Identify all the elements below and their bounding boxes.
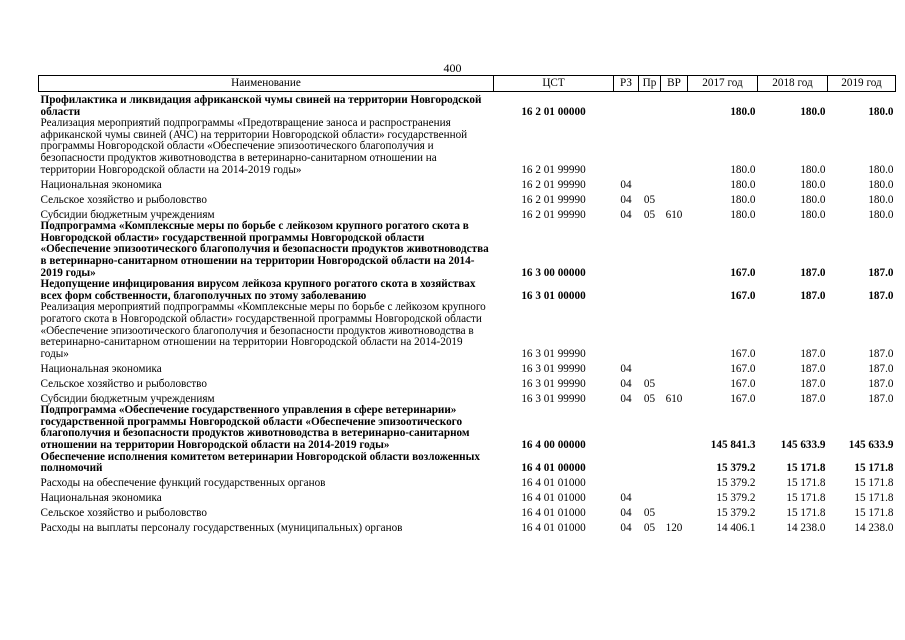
cell-rz bbox=[614, 475, 639, 490]
cell-2018: 187.0 bbox=[800, 347, 826, 360]
cell-cst: 16 2 01 00000 bbox=[521, 105, 586, 118]
cell-name: Подпрограмма «Комплексные меры по борьбе с лейкозом крупного рогатого скота в Новгородской области» государственной программы Новгородской области «Обеспечение эпизоотического благополучия и безопасности продуктов животноводства в ветеринарно-санитарном отношении на территории Новгородской области на 2014-2019 годы» bbox=[40, 220, 489, 279]
header-cst: ЦСТ bbox=[494, 76, 614, 92]
cell-rz: 04 bbox=[620, 193, 632, 206]
cell-name: Субсидии бюджетным учреждениям bbox=[40, 392, 215, 405]
cell-vr bbox=[661, 490, 688, 505]
cell-pr: 05 bbox=[643, 522, 656, 535]
table-row bbox=[39, 490, 896, 505]
cell-vr: 610 bbox=[665, 392, 683, 405]
header-pr: Пр bbox=[639, 76, 661, 92]
cell-2019: 15 171.8 bbox=[854, 462, 894, 475]
cell-pr bbox=[639, 279, 661, 302]
cell-rz: 04 bbox=[620, 492, 632, 505]
cell-name: Национальная экономика bbox=[40, 492, 162, 505]
cell-2019: 187.0 bbox=[868, 377, 894, 390]
cell-2019: 180.0 bbox=[868, 105, 894, 118]
cell-2017: 145 841.3 bbox=[710, 439, 756, 452]
cell-name: Подпрограмма «Обеспечение государственного управления в сфере ветеринарии» государственной программы Новгородской области «Обеспечение эпизоотического благополучия и безопасности продуктов животноводства в ветеринарно-санитарном отношении на территории Новгородской области на 2014-2019 годы» bbox=[40, 404, 470, 452]
cell-rz bbox=[614, 302, 639, 360]
cell-rz: 04 bbox=[620, 362, 632, 375]
cell-pr: 05 bbox=[643, 377, 656, 390]
cell-2018: 187.0 bbox=[800, 266, 826, 279]
cell-cst: 16 3 01 99990 bbox=[521, 347, 586, 360]
cell-cst: 16 2 01 99990 bbox=[521, 178, 586, 191]
cell-vr: 610 bbox=[665, 208, 683, 221]
cell-name: Расходы на выплаты персоналу государственных (муниципальных) органов bbox=[40, 522, 403, 535]
cell-rz bbox=[614, 405, 639, 451]
header-vr: ВР bbox=[661, 76, 688, 92]
cell-2017: 15 379.2 bbox=[716, 477, 756, 490]
header-2019: 2019 год bbox=[828, 76, 896, 92]
cell-2017: 167.0 bbox=[730, 392, 756, 405]
cell-vr bbox=[661, 302, 688, 360]
cell-2018: 14 238.0 bbox=[786, 522, 826, 535]
cell-name: Сельское хозяйство и рыболовство bbox=[40, 377, 207, 390]
cell-2018: 15 171.8 bbox=[786, 477, 826, 490]
cell-rz bbox=[614, 279, 639, 302]
cell-2018: 187.0 bbox=[800, 362, 826, 375]
cell-2017: 15 379.2 bbox=[716, 507, 756, 520]
cell-2018: 187.0 bbox=[800, 392, 826, 405]
table-row bbox=[39, 176, 896, 191]
page-number: 400 bbox=[443, 61, 462, 75]
cell-cst: 16 2 01 99990 bbox=[521, 163, 586, 176]
table-row bbox=[39, 118, 896, 176]
table-row bbox=[39, 405, 896, 451]
cell-vr bbox=[661, 375, 688, 390]
cell-vr bbox=[661, 452, 688, 475]
cell-cst: 16 4 01 00000 bbox=[521, 462, 586, 475]
cell-2017: 167.0 bbox=[730, 362, 756, 375]
cell-cst: 16 4 01 01000 bbox=[521, 507, 586, 520]
cell-2019: 180.0 bbox=[868, 208, 894, 221]
cell-2018: 180.0 bbox=[800, 163, 826, 176]
cell-vr bbox=[661, 118, 688, 176]
cell-2018: 180.0 bbox=[800, 193, 826, 206]
cell-rz bbox=[614, 118, 639, 176]
cell-name: Недопущение инфицирования вирусом лейкоза крупного рогатого скота в хозяйствах всех форм собственности, благополучных по этому заболеванию bbox=[40, 278, 476, 302]
cell-2017: 167.0 bbox=[730, 289, 756, 302]
cell-rz: 04 bbox=[620, 507, 632, 520]
cell-vr bbox=[661, 221, 688, 279]
cell-rz: 04 bbox=[620, 522, 632, 535]
table-header-row bbox=[39, 76, 896, 92]
cell-name: Субсидии бюджетным учреждениям bbox=[40, 208, 215, 221]
cell-rz: 04 bbox=[620, 178, 632, 191]
cell-name: Сельское хозяйство и рыболовство bbox=[40, 193, 207, 206]
cell-2019: 145 633.9 bbox=[848, 439, 894, 452]
cell-2018: 180.0 bbox=[800, 208, 826, 221]
cell-vr bbox=[661, 360, 688, 375]
cell-2018: 180.0 bbox=[800, 178, 826, 191]
cell-cst: 16 3 00 00000 bbox=[521, 266, 586, 279]
cell-vr bbox=[661, 505, 688, 520]
table-body bbox=[39, 92, 896, 535]
cell-2018: 145 633.9 bbox=[780, 439, 826, 452]
cell-2019: 15 171.8 bbox=[854, 492, 894, 505]
cell-name: Профилактика и ликвидация африканской чумы свиней на территории Новгородской области bbox=[40, 94, 482, 118]
table-row bbox=[39, 302, 896, 360]
cell-2018: 15 171.8 bbox=[786, 492, 826, 505]
cell-2019: 187.0 bbox=[868, 289, 894, 302]
table-row bbox=[39, 221, 896, 279]
header-rz: РЗ bbox=[614, 76, 639, 92]
header-2018: 2018 год bbox=[758, 76, 828, 92]
cell-2017: 167.0 bbox=[730, 266, 756, 279]
header-name: Наименование bbox=[39, 76, 494, 92]
cell-pr bbox=[639, 302, 661, 360]
cell-2019: 187.0 bbox=[868, 362, 894, 375]
header-2017: 2017 год bbox=[688, 76, 758, 92]
cell-rz: 04 bbox=[620, 208, 632, 221]
table-row bbox=[39, 452, 896, 475]
cell-vr bbox=[661, 92, 688, 119]
cell-2017: 167.0 bbox=[730, 377, 756, 390]
cell-pr bbox=[639, 360, 661, 375]
cell-2018: 180.0 bbox=[800, 105, 826, 118]
cell-pr bbox=[639, 221, 661, 279]
cell-2019: 15 171.8 bbox=[854, 507, 894, 520]
cell-2017: 180.0 bbox=[730, 178, 756, 191]
cell-rz bbox=[614, 221, 639, 279]
cell-2019: 180.0 bbox=[868, 193, 894, 206]
cell-pr bbox=[639, 176, 661, 191]
cell-name: Сельское хозяйство и рыболовство bbox=[40, 507, 207, 520]
cell-rz: 04 bbox=[620, 392, 632, 405]
cell-2017: 180.0 bbox=[730, 163, 756, 176]
cell-2019: 187.0 bbox=[868, 347, 894, 360]
cell-2019: 180.0 bbox=[868, 178, 894, 191]
table-row bbox=[39, 520, 896, 535]
table-row bbox=[39, 505, 896, 520]
cell-name: Реализация мероприятий подпрограммы «Комплексные меры по борьбе с лейкозом крупного рогатого скота в Новгородской области» государственной программы Новгородской области «Обеспечение эпизоотического благополучия и безопасности продуктов животноводства в ветеринарно-санитарном отношении на территории Новгородской области на 2014-2019 годы» bbox=[40, 301, 486, 360]
table-row bbox=[39, 191, 896, 206]
table-row bbox=[39, 206, 896, 221]
cell-cst: 16 4 00 00000 bbox=[521, 439, 586, 452]
cell-cst: 16 3 01 00000 bbox=[521, 289, 586, 302]
cell-cst: 16 3 01 99990 bbox=[521, 377, 586, 390]
cell-name: Национальная экономика bbox=[40, 362, 162, 375]
table-row bbox=[39, 390, 896, 405]
cell-2019: 180.0 bbox=[868, 163, 894, 176]
cell-pr bbox=[639, 405, 661, 451]
cell-name: Реализация мероприятий подпрограммы «Предотвращение заноса и распространения африканской чумы свиней (АЧС) на территории Новгородской области» государственной программы Новгородской области «Обеспечение эпизоотического благополучия и безопасности продуктов животноводства в ветеринарно-санитарном отношении на территории Новгородской области на 2014-2019 годы» bbox=[40, 117, 468, 176]
cell-name: Обеспечение исполнения комитетом ветеринарии Новгородской области возложенных полномочий bbox=[40, 450, 480, 475]
table-row bbox=[39, 475, 896, 490]
cell-2019: 15 171.8 bbox=[854, 477, 894, 490]
cell-rz: 04 bbox=[620, 377, 632, 390]
cell-2017: 167.0 bbox=[730, 347, 756, 360]
cell-2017: 180.0 bbox=[730, 105, 756, 118]
cell-vr bbox=[661, 475, 688, 490]
cell-pr bbox=[639, 92, 661, 119]
cell-cst: 16 3 01 99990 bbox=[521, 362, 586, 375]
cell-cst: 16 3 01 99990 bbox=[521, 392, 586, 405]
cell-2019: 187.0 bbox=[868, 392, 894, 405]
cell-vr bbox=[661, 405, 688, 451]
cell-name: Расходы на обеспечение функций государственных органов bbox=[40, 477, 326, 490]
cell-cst: 16 4 01 01000 bbox=[521, 492, 586, 505]
cell-rz bbox=[614, 452, 639, 475]
cell-pr bbox=[639, 452, 661, 475]
cell-pr: 05 bbox=[643, 193, 656, 206]
cell-pr: 05 bbox=[643, 208, 656, 221]
cell-vr: 120 bbox=[665, 522, 683, 535]
cell-pr bbox=[639, 490, 661, 505]
table-row bbox=[39, 279, 896, 302]
cell-2018: 15 171.8 bbox=[786, 462, 826, 475]
cell-2017: 15 379.2 bbox=[716, 462, 756, 475]
cell-vr bbox=[661, 279, 688, 302]
cell-pr: 05 bbox=[643, 392, 656, 405]
cell-pr bbox=[639, 118, 661, 176]
cell-2018: 187.0 bbox=[800, 377, 826, 390]
cell-2019: 14 238.0 bbox=[854, 522, 894, 535]
cell-2017: 14 406.1 bbox=[716, 522, 756, 535]
cell-2018: 187.0 bbox=[800, 289, 826, 302]
cell-name: Национальная экономика bbox=[40, 178, 162, 191]
cell-pr: 05 bbox=[643, 507, 656, 520]
budget-table bbox=[38, 75, 896, 535]
cell-cst: 16 4 01 01000 bbox=[521, 477, 586, 490]
cell-vr bbox=[661, 176, 688, 191]
cell-cst: 16 2 01 99990 bbox=[521, 208, 586, 221]
table-row bbox=[39, 360, 896, 375]
cell-2017: 15 379.2 bbox=[716, 492, 756, 505]
cell-cst: 16 2 01 99990 bbox=[521, 193, 586, 206]
cell-cst: 16 4 01 01000 bbox=[521, 522, 586, 535]
cell-2018: 15 171.8 bbox=[786, 507, 826, 520]
cell-vr bbox=[661, 191, 688, 206]
cell-rz bbox=[614, 92, 639, 119]
cell-2019: 187.0 bbox=[868, 266, 894, 279]
cell-pr bbox=[639, 475, 661, 490]
table-row bbox=[39, 92, 896, 119]
cell-2017: 180.0 bbox=[730, 193, 756, 206]
table-row bbox=[39, 375, 896, 390]
cell-2017: 180.0 bbox=[730, 208, 756, 221]
